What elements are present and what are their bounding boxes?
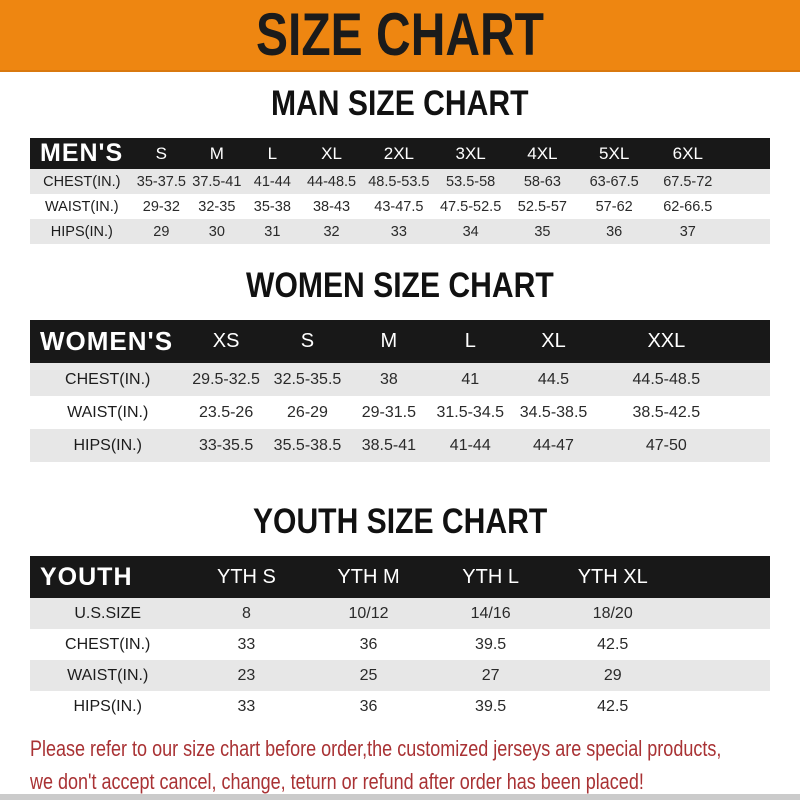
size-value-cell: 58-63	[523, 173, 561, 190]
womens-size-table	[30, 320, 770, 462]
youth-size-table	[30, 556, 770, 722]
measure-row-label: CHEST(IN.)	[65, 370, 151, 388]
size-column-header: YTH S	[185, 556, 307, 598]
page-title: SIZE CHART	[256, 1, 544, 68]
table-corner-label: MEN'S	[30, 138, 134, 169]
disclaimer-line-1	[30, 732, 800, 765]
size-header-row	[30, 320, 770, 363]
size-value-cell: 26-29	[287, 403, 328, 421]
measure-row-label: WAIST(IN.)	[45, 198, 119, 215]
measurement-row	[30, 169, 770, 194]
size-value-cell: 25	[359, 666, 378, 684]
size-value-cell: 36	[359, 697, 378, 715]
size-value-cell: 41-44	[449, 436, 491, 454]
measure-row-label: HIPS(IN.)	[50, 223, 113, 240]
size-value-cell: 37.5-41	[192, 173, 242, 190]
size-value-cell: 44.5-48.5	[632, 370, 701, 388]
size-value-cell: 23	[237, 666, 256, 684]
size-value-cell: 67.5-72	[663, 173, 713, 190]
size-column-header: 4XL	[507, 138, 579, 169]
table-corner-label: WOMEN'S	[30, 320, 185, 363]
size-column-header: 6XL	[650, 138, 725, 169]
size-column-header: M	[189, 138, 245, 169]
size-value-cell: 38.5-42.5	[632, 403, 701, 421]
size-value-cell: 37	[679, 223, 696, 240]
size-value-cell: 34.5-38.5	[519, 403, 588, 421]
row-filler-cell	[674, 629, 770, 660]
size-value-cell: 44-48.5	[306, 173, 357, 190]
size-value-cell: 29-31.5	[361, 403, 416, 421]
size-value-cell: 44-47	[533, 436, 574, 454]
size-value-cell: 39.5	[475, 635, 507, 653]
size-value-cell: 35-38	[253, 198, 291, 215]
disclaimer-line-2-text: we don't accept cancel, change, teturn or refund after order has been placed!	[30, 769, 644, 794]
size-value-cell: 44.5	[537, 370, 570, 388]
size-value-cell: 27	[481, 666, 500, 684]
size-value-cell: 41-44	[253, 173, 291, 190]
youth-section-title	[0, 502, 800, 542]
measurement-row	[30, 396, 770, 429]
measure-row-label: WAIST(IN.)	[67, 403, 149, 421]
size-value-cell: 29-32	[142, 198, 180, 215]
table-corner-label: YOUTH	[30, 556, 185, 598]
size-column-header: XL	[300, 138, 363, 169]
measurement-row	[30, 429, 770, 462]
man-section-title	[0, 84, 800, 124]
row-filler-cell	[674, 691, 770, 722]
size-value-cell: 33-35.5	[198, 436, 254, 454]
row-filler-cell	[674, 598, 770, 629]
size-header-row	[30, 556, 770, 598]
size-value-cell: 32.5-35.5	[273, 370, 342, 388]
size-value-cell: 32	[323, 223, 340, 240]
size-value-cell: 35	[534, 223, 551, 240]
size-column-header: XXL	[596, 320, 737, 363]
row-filler-cell	[737, 363, 770, 396]
size-value-cell: 31.5-34.5	[436, 403, 505, 421]
size-value-cell: 39.5	[475, 697, 507, 715]
size-value-cell: 31	[264, 223, 281, 240]
youth-section-title-text: YOUTH SIZE CHART	[252, 502, 548, 541]
row-filler-cell	[726, 219, 770, 244]
size-value-cell: 32-35	[198, 198, 236, 215]
header-filler-cell	[674, 556, 770, 598]
size-value-cell: 41	[461, 370, 480, 388]
mens-size-table	[30, 138, 770, 244]
size-column-header: XL	[511, 320, 596, 363]
size-value-cell: 35-37.5	[136, 173, 186, 190]
measure-row-label: U.S.SIZE	[74, 604, 142, 622]
disclaimer-line-1-text: Please refer to our size chart before order,the customized jerseys are special products,	[30, 736, 722, 761]
disclaimer-text	[30, 732, 800, 798]
size-value-cell: 47.5-52.5	[439, 198, 502, 215]
size-value-cell: 14/16	[470, 604, 511, 622]
size-value-cell: 33	[237, 635, 256, 653]
size-value-cell: 8	[241, 604, 251, 622]
measure-row-label: CHEST(IN.)	[65, 635, 151, 653]
size-value-cell: 33	[390, 223, 407, 240]
size-value-cell: 29	[153, 223, 170, 240]
bottom-divider-bar	[0, 794, 800, 800]
size-column-header: M	[348, 320, 429, 363]
size-value-cell: 34	[462, 223, 479, 240]
size-column-header: XS	[185, 320, 266, 363]
size-column-header: YTH L	[430, 556, 552, 598]
header-filler-cell	[737, 320, 770, 363]
size-column-header: S	[267, 320, 348, 363]
size-value-cell: 30	[208, 223, 225, 240]
measurement-row	[30, 629, 770, 660]
row-filler-cell	[737, 429, 770, 462]
size-value-cell: 42.5	[597, 697, 629, 715]
size-value-cell: 38-43	[312, 198, 351, 215]
women-section-title	[0, 266, 800, 306]
measurement-row	[30, 598, 770, 629]
size-column-header: 3XL	[435, 138, 507, 169]
size-value-cell: 10/12	[348, 604, 389, 622]
man-section-title-text: MAN SIZE CHART	[271, 84, 529, 123]
measure-row-label: WAIST(IN.)	[67, 666, 149, 684]
size-value-cell: 33	[237, 697, 256, 715]
size-column-header: L	[245, 138, 301, 169]
size-value-cell: 42.5	[597, 635, 629, 653]
measurement-row	[30, 660, 770, 691]
size-value-cell: 38.5-41	[361, 436, 416, 454]
measurement-row	[30, 219, 770, 244]
size-value-cell: 23.5-26	[198, 403, 254, 421]
measure-row-label: HIPS(IN.)	[73, 697, 142, 715]
size-value-cell: 29.5-32.5	[192, 370, 260, 388]
size-value-cell: 48.5-53.5	[368, 173, 430, 190]
size-header-row	[30, 138, 770, 169]
row-filler-cell	[674, 660, 770, 691]
measurement-row	[30, 194, 770, 219]
measurement-row	[30, 363, 770, 396]
size-value-cell: 36	[606, 223, 623, 240]
measurement-row	[30, 691, 770, 722]
women-section-title-text: WOMEN SIZE CHART	[246, 266, 554, 305]
measure-row-label: HIPS(IN.)	[73, 436, 142, 454]
size-value-cell: 18/20	[592, 604, 633, 622]
size-column-header: L	[430, 320, 511, 363]
size-value-cell: 53.5-58	[446, 173, 496, 190]
size-value-cell: 36	[359, 635, 378, 653]
size-column-header: 2XL	[363, 138, 435, 169]
size-value-cell: 43-47.5	[374, 198, 424, 215]
size-value-cell: 35.5-38.5	[273, 436, 342, 454]
header-filler-cell	[726, 138, 770, 169]
size-column-header: 5XL	[578, 138, 650, 169]
size-value-cell: 57-62	[595, 198, 633, 215]
size-value-cell: 29	[603, 666, 622, 684]
row-filler-cell	[726, 194, 770, 219]
size-value-cell: 38	[379, 370, 398, 388]
measure-row-label: CHEST(IN.)	[43, 173, 121, 190]
size-value-cell: 47-50	[645, 436, 687, 454]
size-column-header: YTH XL	[552, 556, 674, 598]
row-filler-cell	[726, 169, 770, 194]
size-chart-banner	[0, 0, 800, 72]
size-column-header: S	[134, 138, 190, 169]
row-filler-cell	[737, 396, 770, 429]
size-value-cell: 63-67.5	[589, 173, 639, 190]
size-value-cell: 52.5-57	[517, 198, 567, 215]
size-column-header: YTH M	[307, 556, 429, 598]
size-value-cell: 62-66.5	[663, 198, 713, 215]
